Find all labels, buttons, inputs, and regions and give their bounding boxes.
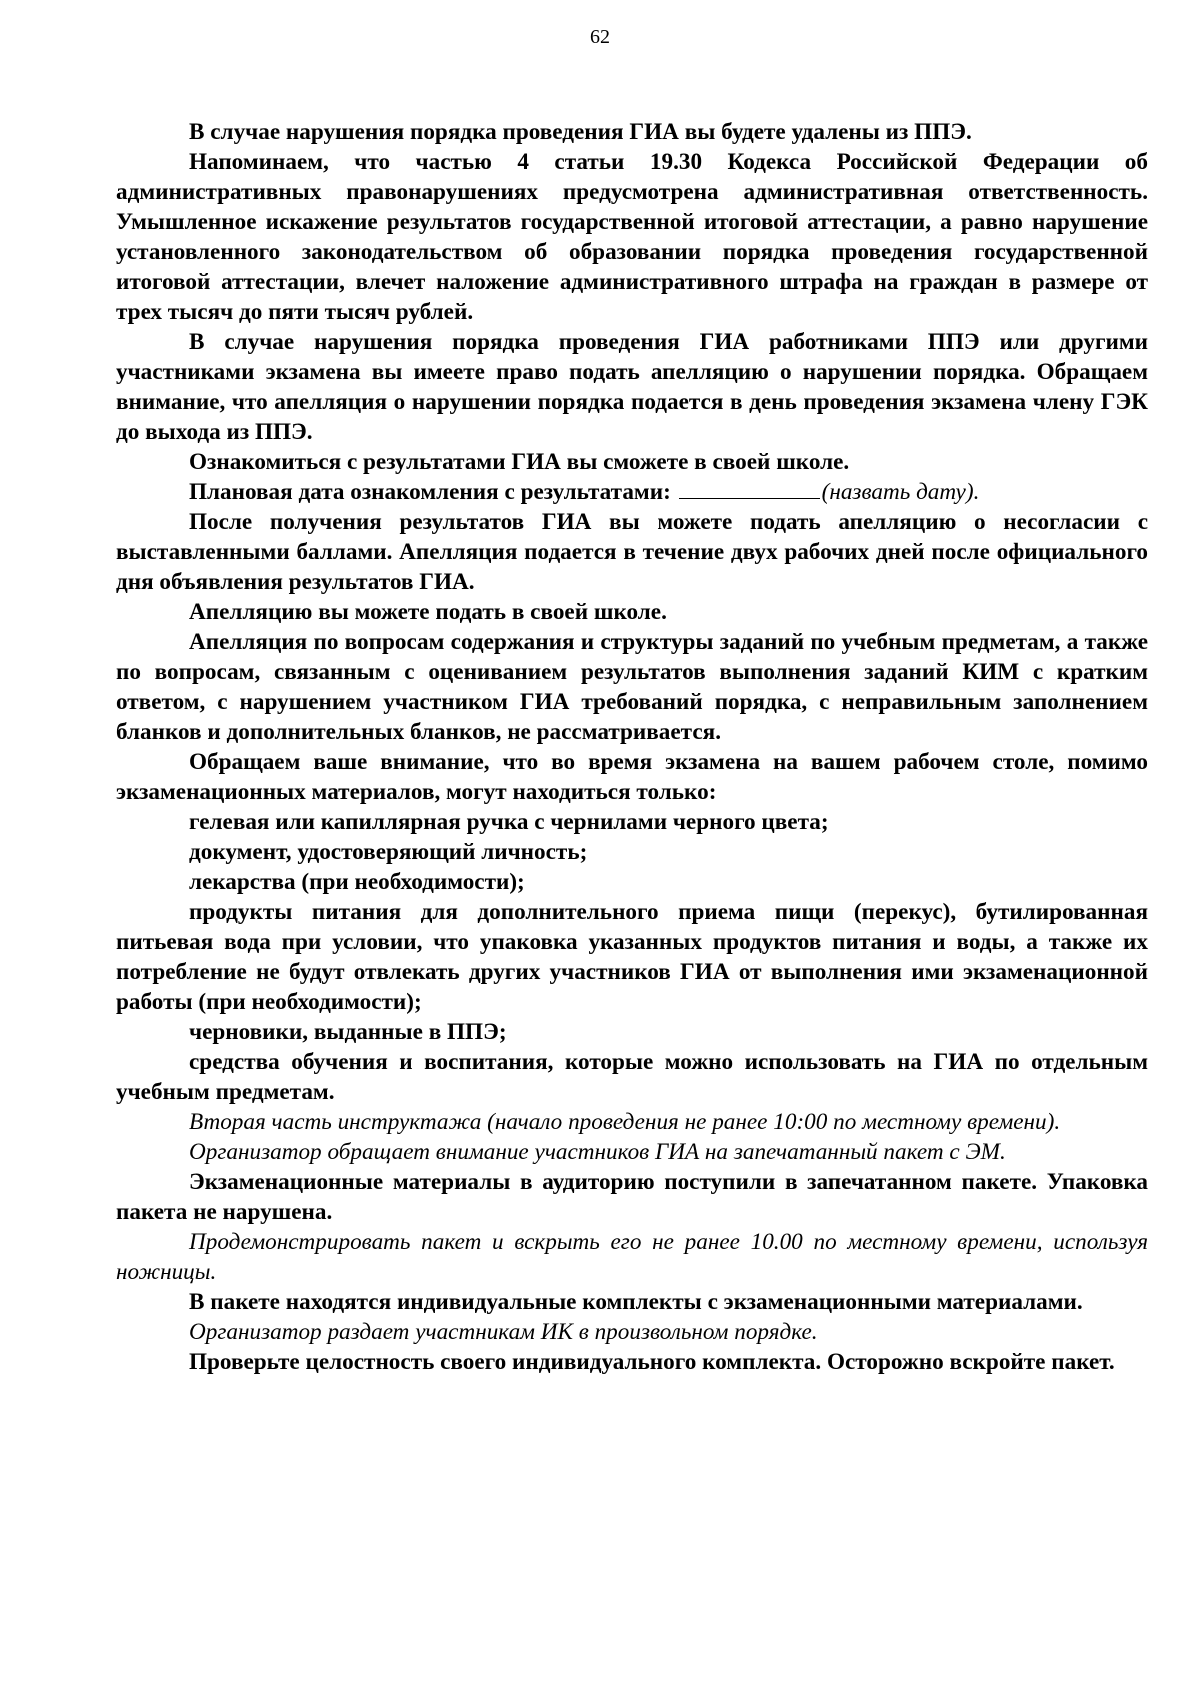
list-item-food-water: продукты питания для дополнительного приема пищи (перекус), бутилированная питьевая вода при условии, что упаковка указанных продуктов питания и воды, а также их потребление не будут отвлекать других участников ГИА от выполнения ими экзаменационной работы (при необходимости); — [116, 899, 1148, 1015]
results-date-label: Плановая дата ознакомления с результатами: — [189, 479, 671, 505]
date-blank-line — [679, 478, 820, 499]
paragraph-results-date — [116, 477, 1148, 507]
paragraph-sealed-package: Экзаменационные материалы в аудиторию поступили в запечатанном пакете. Упаковка пакета не нарушена. — [116, 1169, 1148, 1225]
paragraph-results-location: Ознакомиться с результатами ГИА вы сможете в своей школе. — [189, 449, 850, 475]
list-item-pen: гелевая или капиллярная ручка с чернилами черного цвета; — [189, 809, 829, 835]
paragraph-removal-warning: В случае нарушения порядка проведения ГИА вы будете удалены из ППЭ. — [189, 119, 972, 145]
document-body — [116, 117, 1148, 1377]
page-number: 62 — [590, 26, 610, 48]
paragraph-appeal-violation: В случае нарушения порядка проведения ГИА работниками ППЭ или другими участниками экзамена вы имеете право подать апелляцию о нарушении порядка. Обращаем внимание, что апелляция о нарушении порядка подается в день проведения экзамена члену ГЭК до выхода из ППЭ. — [116, 329, 1148, 445]
results-date-note: (назвать дату). — [821, 479, 980, 505]
paragraph-package-contents: В пакете находятся индивидуальные комплекты с экзаменационными материалами. — [189, 1289, 1083, 1315]
paragraph-distribute-note: Организатор раздает участникам ИК в произвольном порядке. — [189, 1319, 818, 1345]
paragraph-open-package-note: Продемонстрировать пакет и вскрыть его не ранее 10.00 по местному времени, используя ножницы. — [116, 1229, 1148, 1285]
paragraph-appeal-scores: После получения результатов ГИА вы можете подать апелляцию о несогласии с выставленными баллами. Апелляция подается в течение двух рабочих дней после официального дня объявления результатов ГИА. — [116, 509, 1148, 595]
paragraph-organizer-package-note: Организатор обращает внимание участников ГИА на запечатанный пакет с ЭМ. — [189, 1139, 1006, 1165]
paragraph-check-kit: Проверьте целостность своего индивидуального комплекта. Осторожно вскройте пакет. — [189, 1349, 1115, 1375]
paragraph-appeal-school: Апелляцию вы можете подать в своей школе. — [189, 599, 667, 625]
list-item-drafts: черновики, выданные в ППЭ; — [189, 1019, 507, 1045]
paragraph-desk-items-intro: Обращаем ваше внимание, что во время экзамена на вашем рабочем столе, помимо экзаменационных материалов, могут находиться только: — [116, 749, 1148, 805]
paragraph-legal-reminder: Напоминаем, что частью 4 статьи 19.30 Кодекса Российской Федерации об административных правонарушениях предусмотрена административная ответственность. Умышленное искажение результатов государственной итоговой аттестации, а равно нарушение установленного законодательством об образовании порядка проведения государственной итоговой аттестации, влечет наложение административного штрафа на граждан в размере от трех тысяч до пяти тысяч рублей. — [116, 149, 1148, 325]
list-item-id-document: документ, удостоверяющий личность; — [189, 839, 588, 865]
paragraph-second-part-note: Вторая часть инструктажа (начало проведения не ранее 10:00 по местному времени). — [189, 1109, 1061, 1135]
list-item-medicine: лекарства (при необходимости); — [189, 869, 525, 895]
list-item-learning-aids: средства обучения и воспитания, которые можно использовать на ГИА по отдельным учебным предметам. — [116, 1049, 1148, 1105]
paragraph-appeal-not-considered: Апелляция по вопросам содержания и структуры заданий по учебным предметам, а также по вопросам, связанным с оцениванием результатов выполнения заданий КИМ с кратким ответом, с нарушением участником ГИА требований порядка, с неправильным заполнением бланков и дополнительных бланков, не рассматривается. — [116, 629, 1148, 745]
